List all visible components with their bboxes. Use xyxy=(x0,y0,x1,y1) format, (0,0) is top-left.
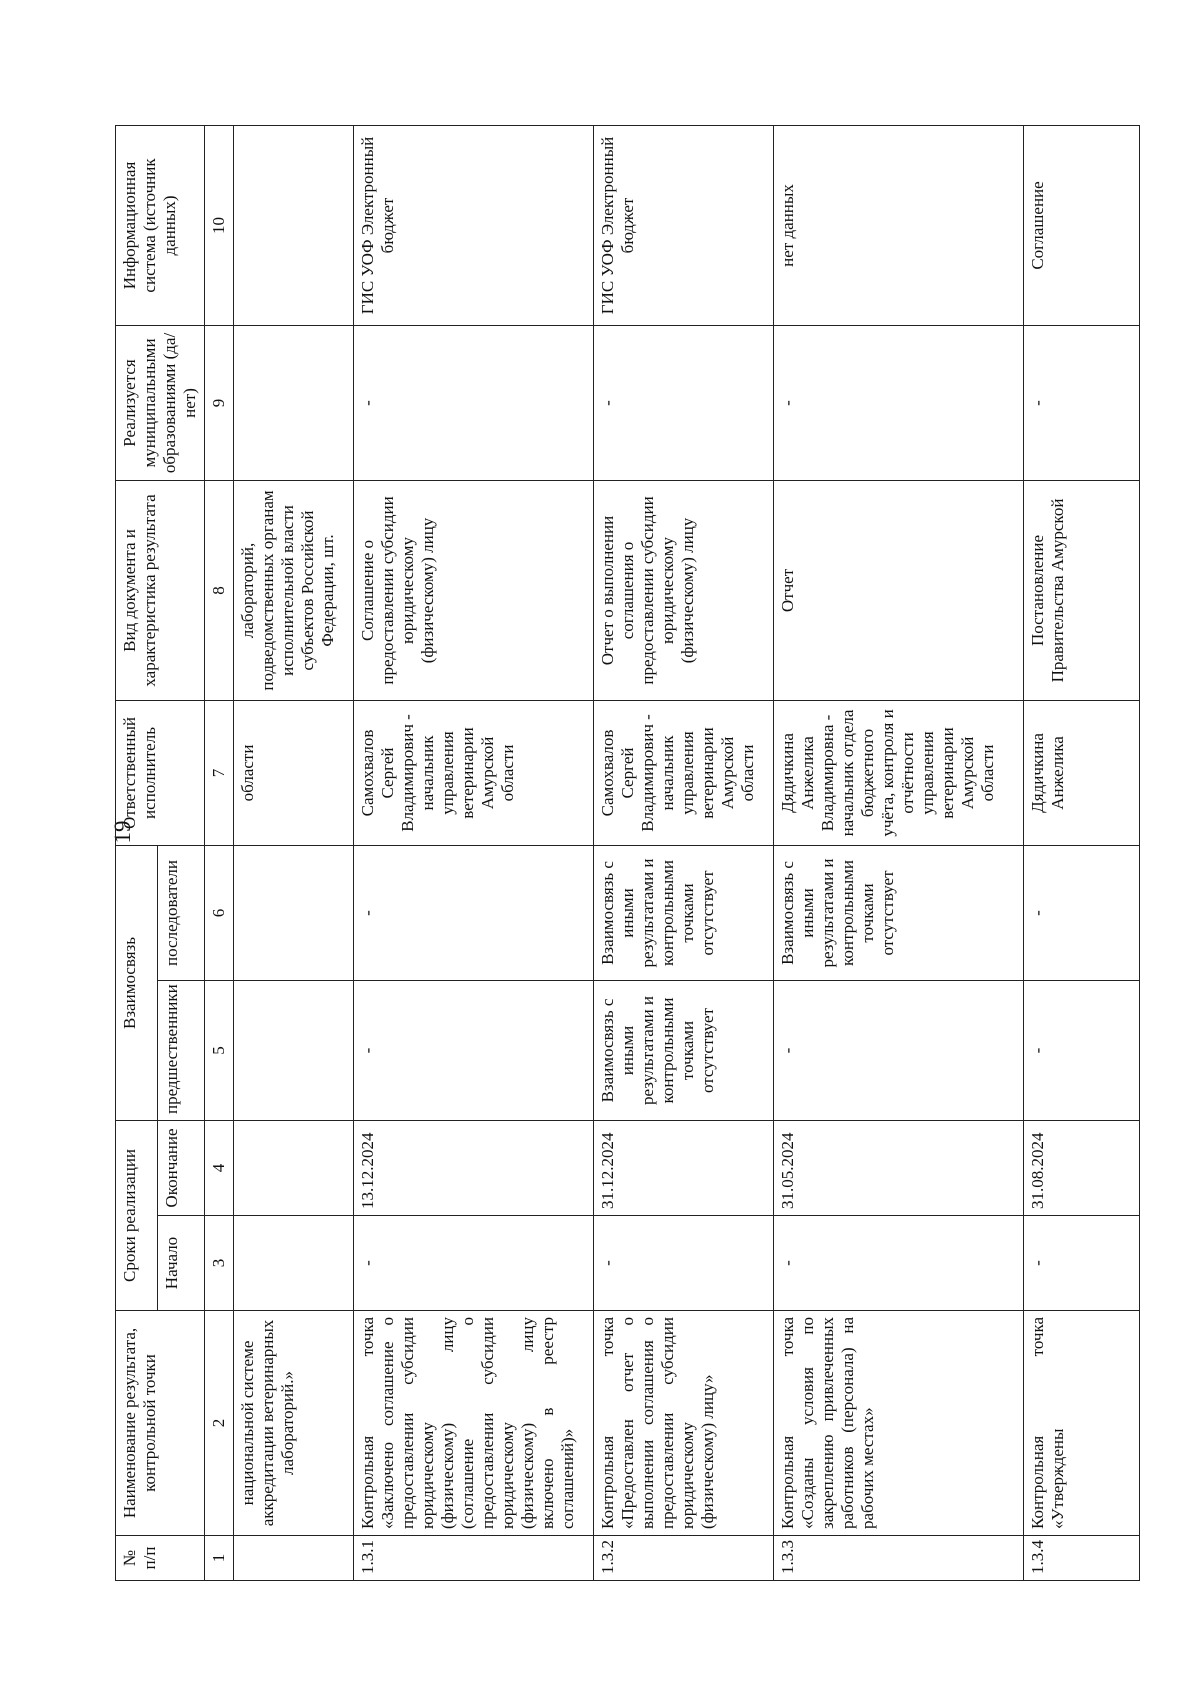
header-row-top xyxy=(116,125,158,1580)
row-info-system: ГИС УОФ Электронный бюджет xyxy=(594,125,774,325)
row-num: 1.3.2 xyxy=(594,1536,774,1581)
row-predecessors: - xyxy=(774,981,1024,1121)
row-successors xyxy=(234,845,354,980)
header-end: Окончание xyxy=(158,1121,205,1216)
row-municipal: - xyxy=(774,325,1024,480)
col-number: 6 xyxy=(205,845,234,980)
header-name: Наименование результата, контрольной точки xyxy=(116,1311,205,1536)
col-number: 10 xyxy=(205,125,234,325)
row-municipal: - xyxy=(354,325,594,480)
col-number: 4 xyxy=(205,1121,234,1216)
header-info-system: Информационная система (источник данных) xyxy=(116,125,205,325)
row-end: 31.05.2024 xyxy=(774,1121,1024,1216)
row-predecessors: - xyxy=(354,981,594,1121)
row-num: 1.3.1 xyxy=(354,1536,594,1581)
row-doc-type: Отчет о выполнении соглашения о предоставлении субсидии юридическому (физическому) лицу xyxy=(594,480,774,700)
row-successors: - xyxy=(354,845,594,980)
col-number: 3 xyxy=(205,1216,234,1311)
column-numbers-row xyxy=(205,125,234,1580)
row-responsible: области xyxy=(234,700,354,845)
row-start xyxy=(234,1216,354,1311)
row-predecessors: - xyxy=(1024,981,1140,1121)
header-start: Начало xyxy=(158,1216,205,1311)
row-name: Контрольная точка «Заключено соглашение о предоставлении субсидии юридическому (физическому) лицу (соглашение о предоставлении субсидии юридическому (физическому) лицу включено в реестр соглашений)» xyxy=(354,1311,594,1536)
table-row xyxy=(234,125,354,1580)
row-responsible: Самохвалов Сергей Владимирович - начальник управления ветеринарии Амурской области xyxy=(594,700,774,845)
row-num: 1.3.3 xyxy=(774,1536,1024,1581)
row-name: Контрольная точка «Предоставлен отчет о выполнении соглашения о предоставлении субсидии юридическому (физическому) лицу» xyxy=(594,1311,774,1536)
row-name: Контрольная точка «Утверждены xyxy=(1024,1311,1140,1536)
row-responsible: Дядичкина Анжелика Владимировна - начальник отдела бюджетного учёта, контроля и отчётности управления ветеринарии Амурской области xyxy=(774,700,1024,845)
row-successors: Взаимосвязь с иными результатами и контрольными точками отсутствует xyxy=(774,845,1024,980)
row-start: - xyxy=(594,1216,774,1311)
header-dates-group: Сроки реализации xyxy=(116,1121,158,1311)
row-info-system: ГИС УОФ Электронный бюджет xyxy=(354,125,594,325)
row-responsible: Самохвалов Сергей Владимирович - начальник управления ветеринарии Амурской области xyxy=(354,700,594,845)
rotated-table-container xyxy=(115,126,1125,1581)
row-doc-type: Постановление Правительства Амурской xyxy=(1024,480,1140,700)
row-info-system xyxy=(234,125,354,325)
header-successors: последователи xyxy=(158,845,205,980)
row-predecessors: Взаимосвязь с иными результатами и контрольными точками отсутствует xyxy=(594,981,774,1121)
row-end xyxy=(234,1121,354,1216)
col-number: 5 xyxy=(205,981,234,1121)
header-municipal: Реализуется муниципальными образованиями (да/нет) xyxy=(116,325,205,480)
row-doc-type: Отчет xyxy=(774,480,1024,700)
header-responsible: Ответственный исполнитель xyxy=(116,700,205,845)
row-successors: - xyxy=(1024,845,1140,980)
row-end: 31.12.2024 xyxy=(594,1121,774,1216)
row-name: Контрольная точка «Созданы условия по закреплению привлеченных работников (персонала) на рабочих местах» xyxy=(774,1311,1024,1536)
row-responsible: Дядичкина Анжелика xyxy=(1024,700,1140,845)
row-successors: Взаимосвязь с иными результатами и контрольными точками отсутствует xyxy=(594,845,774,980)
header-predecessors: предшественники xyxy=(158,981,205,1121)
col-number: 1 xyxy=(205,1536,234,1581)
row-name: национальной системе аккредитации ветеринарных лабораторий.» xyxy=(234,1311,354,1536)
col-number: 7 xyxy=(205,700,234,845)
col-number: 8 xyxy=(205,480,234,700)
row-municipal: - xyxy=(1024,325,1140,480)
header-doc-type: Вид документа и характеристика результата xyxy=(116,480,205,700)
table-row xyxy=(1024,125,1140,1580)
header-link-group: Взаимосвязь xyxy=(116,845,158,1120)
row-doc-type: Соглашение о предоставлении субсидии юридическому (физическому) лицу xyxy=(354,480,594,700)
row-predecessors xyxy=(234,981,354,1121)
row-num: 1.3.4 xyxy=(1024,1536,1140,1581)
row-end: 13.12.2024 xyxy=(354,1121,594,1216)
table-row xyxy=(354,125,594,1580)
row-municipal xyxy=(234,325,354,480)
row-start: - xyxy=(774,1216,1024,1311)
row-doc-type: лабораторий, подведомственных органам исполнительной власти субъектов Российской Федерации, шт. xyxy=(234,480,354,700)
table-row xyxy=(774,125,1024,1580)
page-number: 19 xyxy=(110,820,135,844)
row-num xyxy=(234,1536,354,1581)
col-number: 9 xyxy=(205,325,234,480)
row-start: - xyxy=(1024,1216,1140,1311)
row-start: - xyxy=(354,1216,594,1311)
row-municipal: - xyxy=(594,325,774,480)
row-end: 31.08.2024 xyxy=(1024,1121,1140,1216)
row-info-system: Соглашение xyxy=(1024,125,1140,325)
row-info-system: нет данных xyxy=(774,125,1024,325)
header-num: № п/п xyxy=(116,1536,205,1581)
col-number: 2 xyxy=(205,1311,234,1536)
table-row xyxy=(594,125,774,1580)
results-table xyxy=(115,125,1140,1581)
